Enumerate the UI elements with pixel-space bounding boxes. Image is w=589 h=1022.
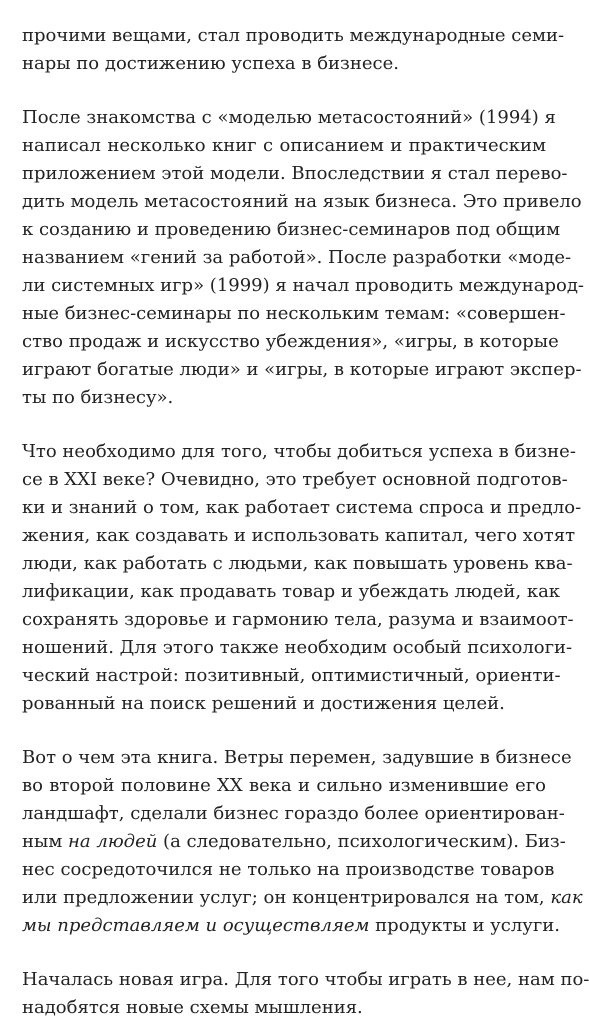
text-line: нес сосредоточился не только на производстве товаров — [22, 859, 555, 880]
book-page — [22, 22, 589, 1022]
text-line: приложением этой модели. Впоследствии я стал перево- — [22, 163, 568, 184]
text-line: ты по бизнесу». — [22, 387, 174, 408]
text-line: Что необходимо для того, чтобы добиться успеха в бизне- — [22, 441, 576, 462]
text-line: надобятся новые схемы мышления. — [22, 997, 363, 1018]
italic-emphasis: мы представляем и осуществляем — [22, 915, 370, 936]
paragraph-5 — [22, 966, 589, 1022]
text-line: После знакомства с «моделью метасостояний» (1994) я — [22, 107, 556, 128]
paragraph-3 — [22, 438, 582, 718]
text-line-mixed — [22, 912, 561, 940]
paragraph-2 — [22, 104, 584, 412]
text-run: продукты и услуги. — [369, 915, 561, 936]
text-line: написал несколько книг с описанием и практическим — [22, 135, 546, 156]
text-run: или предложении услуг; он концентрировался на том, — [22, 887, 551, 908]
text-line: ли системных игр» (1999) я начал проводить международ- — [22, 275, 584, 296]
text-line: рованный на поиск решений и достижения целей. — [22, 693, 505, 714]
text-line: ческий настрой: позитивный, оптимистичный, ориенти- — [22, 665, 561, 686]
text-line: ношений. Для этого также необходим особый психологи- — [22, 637, 573, 658]
text-line: во второй половине XX века и сильно изменившие его — [22, 775, 546, 796]
text-line: играют богатые люди» и «игры, в которые играют экспер- — [22, 359, 582, 380]
italic-emphasis: как — [550, 887, 583, 908]
text-line: названием «гений за работой». После разработки «моде- — [22, 247, 572, 268]
text-line: дить модель метасостояний на язык бизнеса. Это привело — [22, 191, 582, 212]
text-line: жения, как создавать и использовать капитал, чего хотят — [22, 525, 576, 546]
text-line-mixed — [22, 828, 566, 856]
text-line: ство продаж и искусство убеждения», «игры, в которые — [22, 331, 559, 352]
text-line: нары по достижению успеха в бизнесе. — [22, 53, 399, 74]
text-line: ные бизнес-семинары по нескольким темам: «совершен- — [22, 303, 566, 324]
text-line: сохранять здоровье и гармонию тела, разума и взаимоот- — [22, 609, 574, 630]
text-line: ландшафт, сделали бизнес гораздо более ориентирован- — [22, 803, 565, 824]
text-run: (а следовательно, психологическим). Биз- — [157, 831, 566, 852]
text-run: ным — [22, 831, 69, 852]
italic-emphasis: на людей — [68, 831, 158, 852]
text-line: Началась новая игра. Для того чтобы играть в нее, нам по- — [22, 969, 589, 990]
text-line: к созданию и проведению бизнес-семинаров под общим — [22, 219, 561, 240]
text-line: лификации, как продавать товар и убеждать людей, как — [22, 581, 561, 602]
text-line: прочими вещами, стал проводить международные семи- — [22, 25, 565, 46]
text-line: Вот о чем эта книга. Ветры перемен, задувшие в бизнесе — [22, 747, 572, 768]
text-line: ки и знаний о том, как работает система спроса и предло- — [22, 497, 582, 518]
text-line: люди, как работать с людьми, как повышать уровень ква- — [22, 553, 573, 574]
paragraph-1 — [22, 22, 565, 78]
paragraph-4 — [22, 744, 583, 940]
text-line-mixed — [22, 884, 583, 912]
text-line: се в XXI веке? Очевидно, это требует основной подготов- — [22, 469, 568, 490]
